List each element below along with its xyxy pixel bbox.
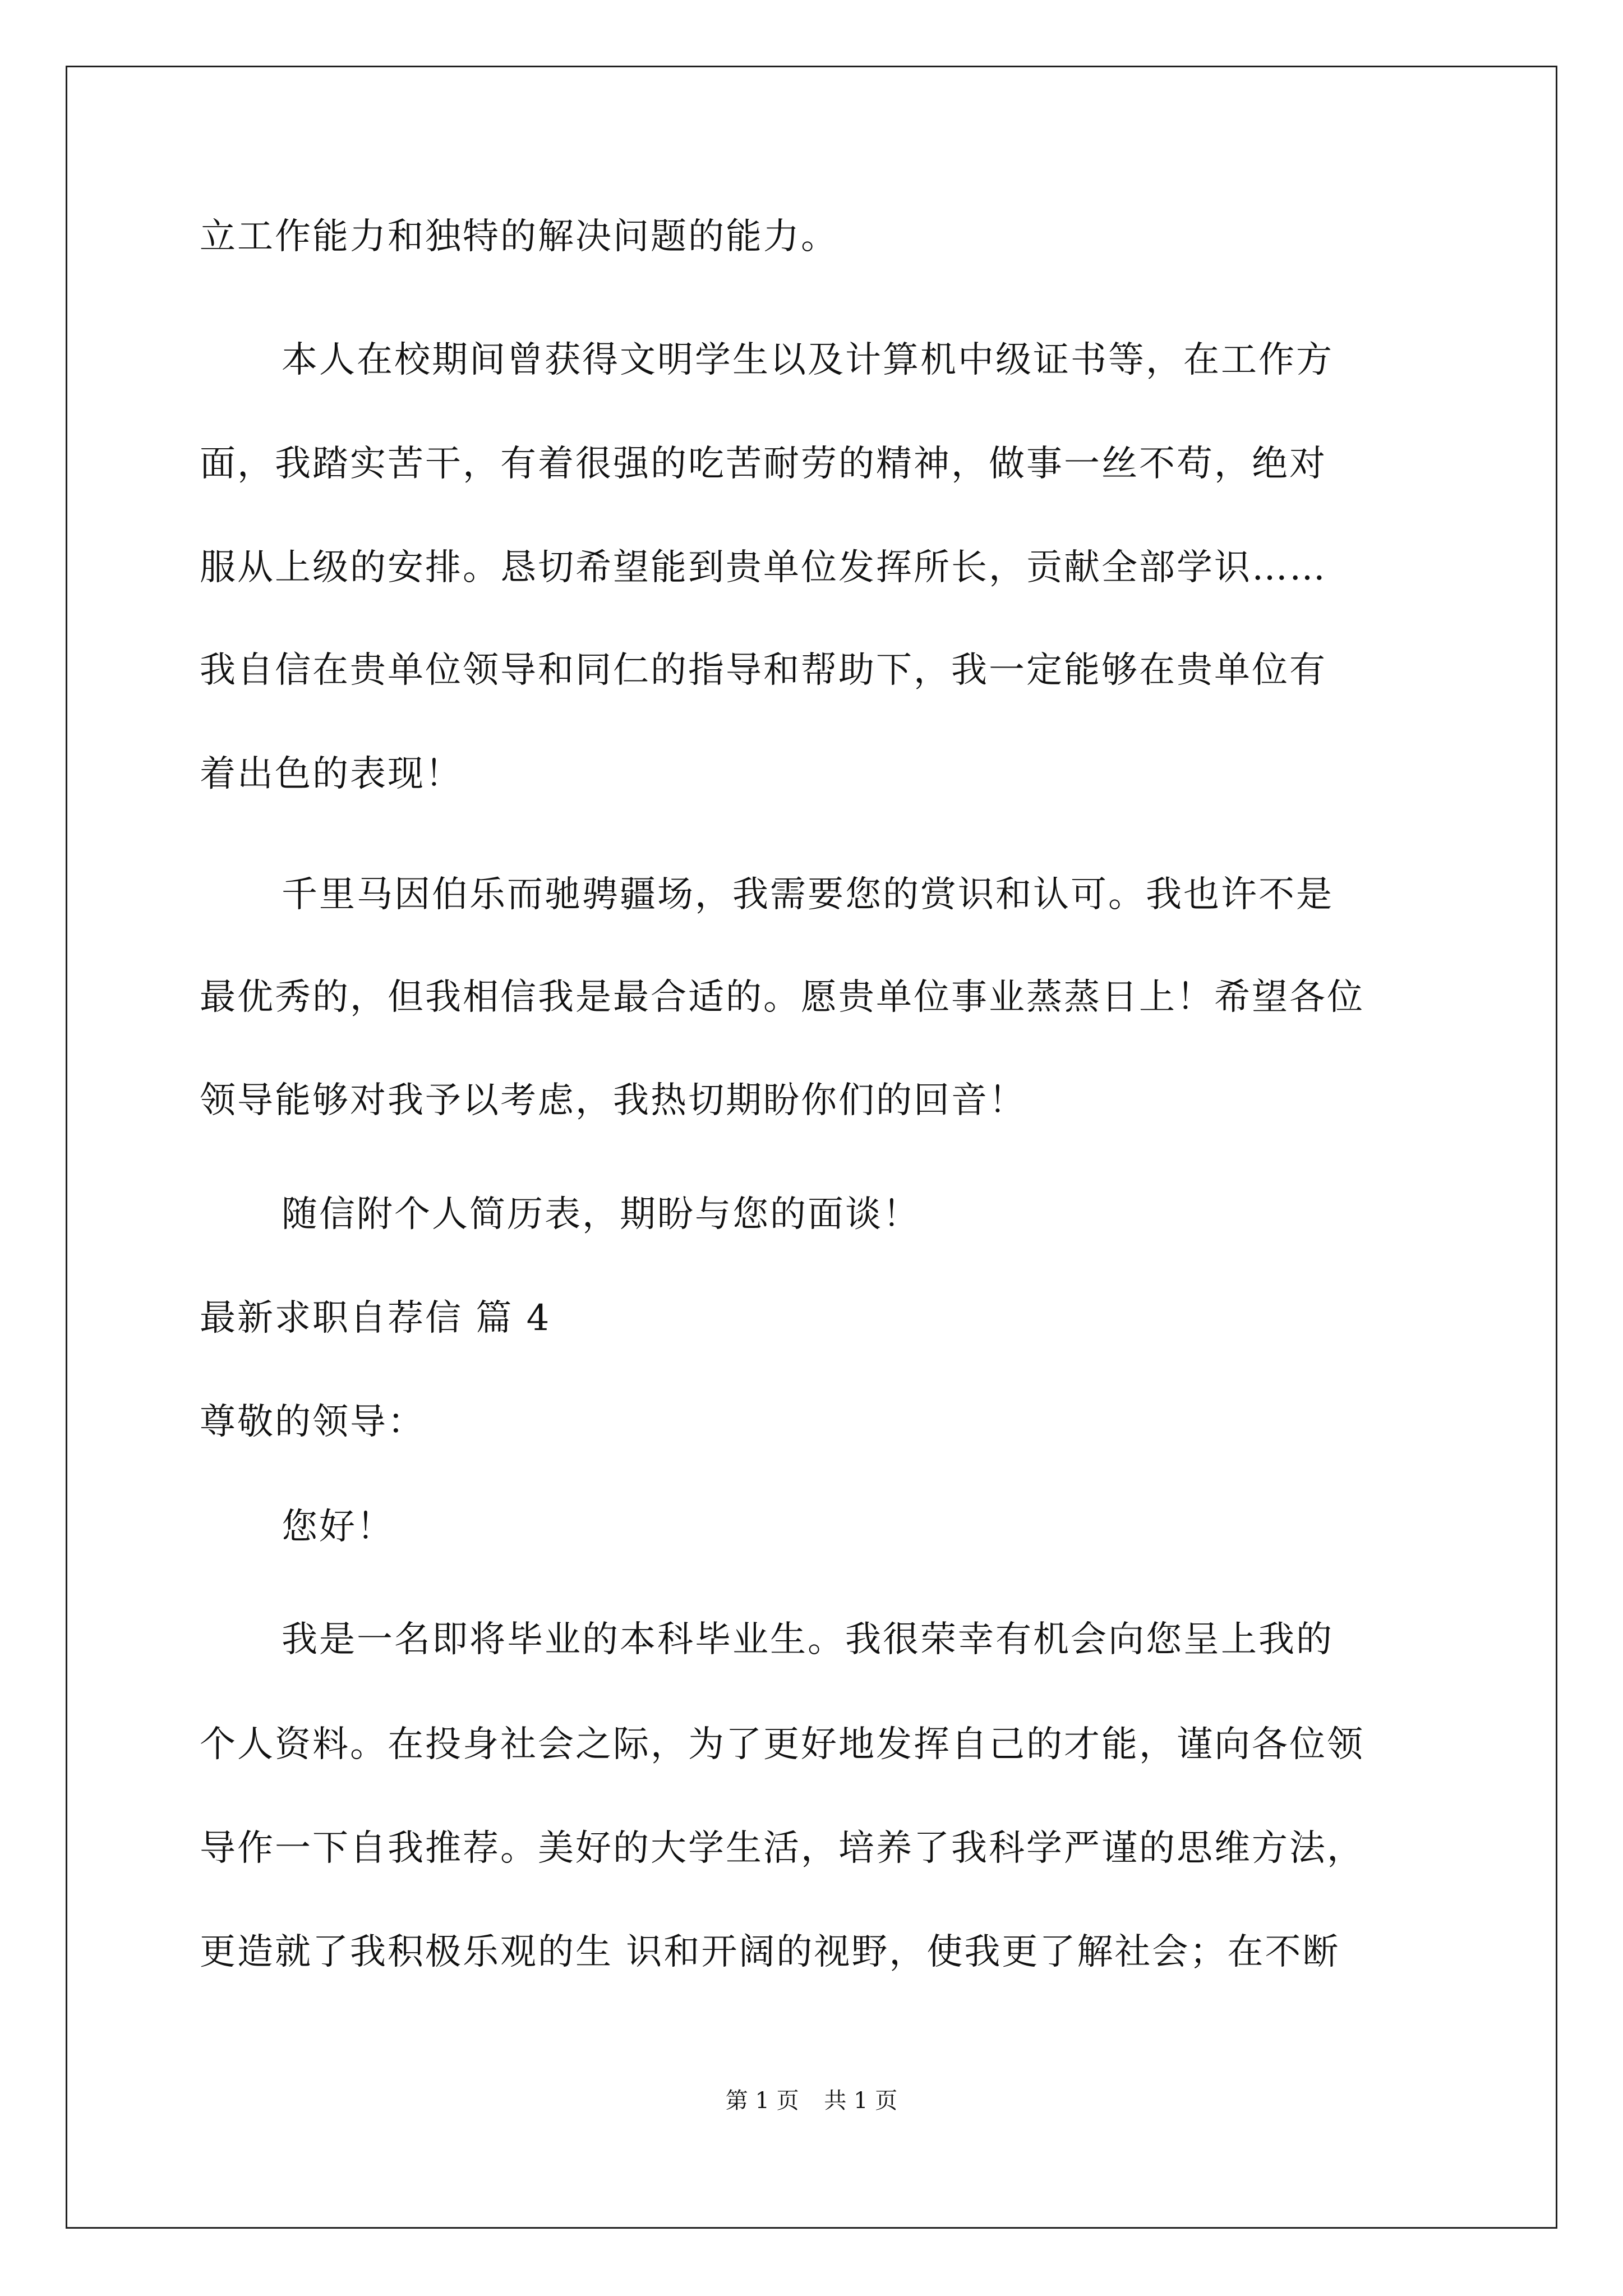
paragraph-line: 领导能够对我予以考虑，我热切期盼你们的回音！	[200, 1080, 1026, 1121]
greeting: 您好！	[282, 1506, 394, 1548]
paragraph-line: 千里马因伯乐而驰骋疆场，我需要您的赏识和认可。我也许不是	[282, 874, 1334, 915]
paragraph-line: 导作一下自我推荐。美好的大学生活，培养了我科学严谨的思维方法，	[200, 1828, 1364, 1869]
paragraph-line: 我是一名即将毕业的本科毕业生。我很荣幸有机会向您呈上我的	[282, 1619, 1334, 1660]
paragraph-line: 个人资料。在投身社会之际，为了更好地发挥自己的才能，谨向各位领	[200, 1724, 1364, 1765]
paragraph-line: 服从上级的安排。恳切希望能到贵单位发挥所长，贡献全部学识……	[200, 547, 1327, 588]
paragraph-line: 更造就了我积极乐观的生 识和开阔的视野，使我更了解社会；在不断	[200, 1931, 1340, 1973]
paragraph-line: 我自信在贵单位领导和同仁的指导和帮助下，我一定能够在贵单位有	[200, 650, 1327, 691]
paragraph-line: 着出色的表现！	[200, 753, 463, 795]
page-number: 第 1 页	[725, 2088, 799, 2114]
paragraph-line: 本人在校期间曾获得文明学生以及计算机中级证书等，在工作方	[282, 339, 1334, 381]
page-footer	[0, 2087, 1623, 2115]
section-heading: 最新求职自荐信 篇 4	[200, 1297, 551, 1339]
salutation: 尊敬的领导：	[200, 1401, 425, 1443]
paragraph-line: 随信附个人简历表，期盼与您的面谈！	[282, 1194, 920, 1235]
page-border	[66, 66, 1557, 2229]
paragraph-line: 立工作能力和独特的解决问题的能力。	[200, 216, 838, 257]
paragraph-line: 面，我踏实苦干，有着很强的吃苦耐劳的精神，做事一丝不苟，绝对	[200, 443, 1327, 485]
paragraph-line: 最优秀的，但我相信我是最合适的。愿贵单位事业蒸蒸日上！希望各位	[200, 977, 1364, 1018]
page-total: 共 1 页	[824, 2088, 898, 2114]
